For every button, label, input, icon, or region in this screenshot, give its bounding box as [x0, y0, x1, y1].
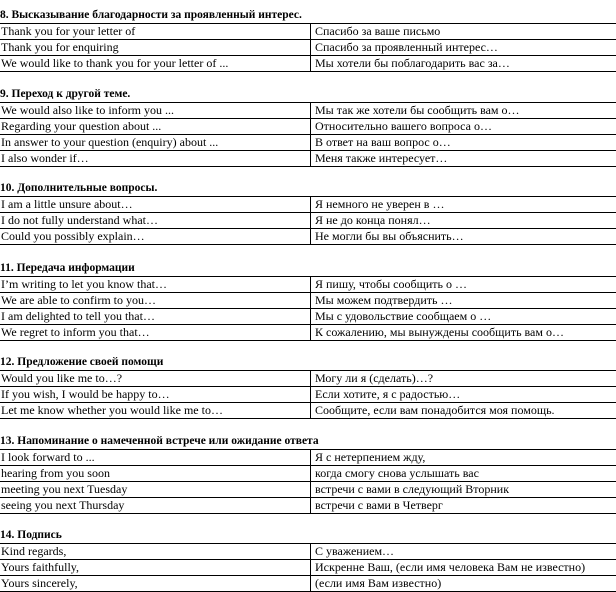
- column-divider: [310, 135, 311, 150]
- english-phrase: Regarding your question about ...: [1, 119, 162, 133]
- column-divider: [310, 450, 311, 465]
- column-divider: [310, 560, 311, 575]
- section-title: 12. Предложение своей помощи: [0, 356, 164, 368]
- section-title: 8. Высказывание благодарности за проявленный интерес.: [0, 9, 302, 21]
- column-divider: [310, 24, 311, 39]
- russian-translation: Относительно вашего вопроса о…: [315, 119, 492, 133]
- russian-translation: Я с нетерпением жду,: [315, 450, 426, 464]
- table-row: [0, 371, 616, 387]
- english-phrase: We would also like to inform you ...: [1, 103, 175, 117]
- table-row: [0, 450, 616, 466]
- section-title: 10. Дополнительные вопросы.: [0, 182, 158, 194]
- column-divider: [310, 56, 311, 71]
- section-title: 11. Передача информации: [0, 262, 135, 274]
- russian-translation: когда смогу снова услышать вас: [315, 466, 479, 480]
- russian-translation: Я пишу, чтобы сообщить о …: [315, 277, 467, 291]
- phrase-table: [0, 276, 616, 341]
- table-row: [0, 40, 616, 56]
- phrase-table: [0, 543, 616, 592]
- english-phrase: Let me know whether you would like me to…: [1, 403, 223, 417]
- table-row: [0, 103, 616, 119]
- english-phrase: We would like to thank you for your letter of ...: [1, 56, 229, 70]
- section-title: 14. Подпись: [0, 529, 62, 541]
- column-divider: [310, 40, 311, 55]
- table-row: [0, 325, 616, 341]
- table-row: [0, 213, 616, 229]
- russian-translation: Я немного не уверен в …: [315, 197, 445, 211]
- section-title: 9. Переход к другой теме.: [0, 88, 131, 100]
- english-phrase: I look forward to ...: [1, 450, 95, 464]
- column-divider: [310, 277, 311, 292]
- english-phrase: meeting you next Tuesday: [1, 482, 128, 496]
- english-phrase: Thank you for your letter of: [1, 24, 136, 38]
- russian-translation: встречи с вами в следующий Вторник: [315, 482, 510, 496]
- table-row: [0, 119, 616, 135]
- russian-translation: К сожалению, мы вынуждены сообщить вам о…: [315, 325, 564, 339]
- russian-translation: Спасибо за проявленный интерес…: [315, 40, 498, 54]
- english-phrase: Would you like me to…?: [1, 371, 123, 385]
- english-phrase: I am a little unsure about…: [1, 197, 133, 211]
- column-divider: [310, 103, 311, 118]
- table-row: [0, 560, 616, 576]
- column-divider: [310, 309, 311, 324]
- english-phrase: Thank you for enquiring: [1, 40, 119, 54]
- russian-translation: Сообщите, если вам понадобится моя помощь.: [315, 403, 555, 417]
- russian-translation: Мы так же хотели бы сообщить вам о…: [315, 103, 520, 117]
- russian-translation: Мы можем подтвердить …: [315, 293, 453, 307]
- table-row: [0, 309, 616, 325]
- table-row: [0, 229, 616, 245]
- column-divider: [310, 293, 311, 308]
- column-divider: [310, 403, 311, 418]
- table-row: [0, 24, 616, 40]
- table-row: [0, 576, 616, 592]
- russian-translation: Меня также интересует…: [315, 151, 448, 165]
- section-title: 13. Напоминание о намеченной встрече или ожидание ответа: [0, 435, 319, 447]
- column-divider: [310, 498, 311, 513]
- column-divider: [310, 387, 311, 402]
- russian-translation: С уважением…: [315, 544, 395, 558]
- russian-translation: Мы с удовольствие сообщаем о …: [315, 309, 492, 323]
- table-row: [0, 498, 616, 514]
- english-phrase: If you wish, I would be happy to…: [1, 387, 170, 401]
- column-divider: [310, 482, 311, 497]
- russian-translation: Могу ли я (сделать)…?: [315, 371, 434, 385]
- english-phrase: Yours faithfully,: [1, 560, 80, 574]
- table-row: [0, 135, 616, 151]
- column-divider: [310, 213, 311, 228]
- phrase-table: [0, 449, 616, 514]
- english-phrase: Kind regards,: [1, 544, 67, 558]
- english-phrase: Yours sincerely,: [1, 576, 78, 590]
- english-phrase: hearing from you soon: [1, 466, 110, 480]
- russian-translation: (если имя Вам известно): [315, 576, 442, 590]
- table-row: [0, 56, 616, 72]
- column-divider: [310, 466, 311, 481]
- column-divider: [310, 576, 311, 591]
- table-row: [0, 277, 616, 293]
- column-divider: [310, 119, 311, 134]
- russian-translation: Искренне Ваш, (если имя человека Вам не известно): [315, 560, 586, 574]
- phrase-table: [0, 23, 616, 72]
- table-row: [0, 403, 616, 419]
- column-divider: [310, 197, 311, 212]
- phrase-table: [0, 196, 616, 245]
- english-phrase: Could you possibly explain…: [1, 229, 145, 243]
- english-phrase: We are able to confirm to you…: [1, 293, 156, 307]
- table-row: [0, 151, 616, 167]
- column-divider: [310, 371, 311, 386]
- english-phrase: seeing you next Thursday: [1, 498, 125, 512]
- russian-translation: В ответ на ваш вопрос о…: [315, 135, 451, 149]
- table-row: [0, 197, 616, 213]
- table-row: [0, 293, 616, 309]
- english-phrase: We regret to inform you that…: [1, 325, 150, 339]
- table-row: [0, 544, 616, 560]
- russian-translation: Не могли бы вы объяснить…: [315, 229, 464, 243]
- english-phrase: In answer to your question (enquiry) about ...: [1, 135, 219, 149]
- english-phrase: I am delighted to tell you that…: [1, 309, 155, 323]
- russian-translation: Если хотите, я с радостью…: [315, 387, 461, 401]
- column-divider: [310, 325, 311, 340]
- russian-translation: Я не до конца понял…: [315, 213, 431, 227]
- column-divider: [310, 544, 311, 559]
- english-phrase: I do not fully understand what…: [1, 213, 158, 227]
- column-divider: [310, 151, 311, 166]
- russian-translation: Спасибо за ваше письмо: [315, 24, 441, 38]
- russian-translation: Мы хотели бы поблагодарить вас за…: [315, 56, 510, 70]
- phrase-table: [0, 370, 616, 419]
- russian-translation: встречи с вами в Четверг: [315, 498, 443, 512]
- english-phrase: I also wonder if…: [1, 151, 89, 165]
- column-divider: [310, 229, 311, 244]
- table-row: [0, 387, 616, 403]
- phrase-table: [0, 102, 616, 167]
- english-phrase: I’m writing to let you know that…: [1, 277, 167, 291]
- table-row: [0, 466, 616, 482]
- table-row: [0, 482, 616, 498]
